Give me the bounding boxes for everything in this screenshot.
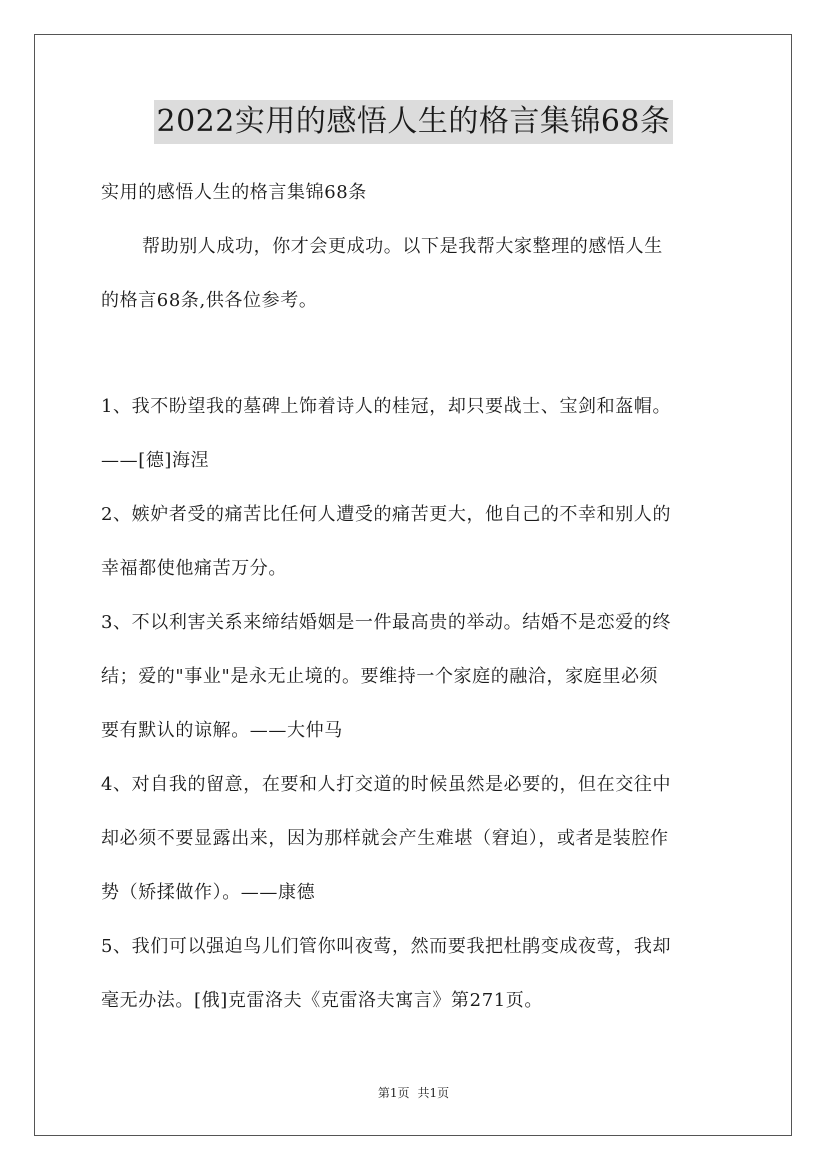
spacer xyxy=(101,332,751,384)
document-subtitle: 实用的感悟人生的格言集锦68条 xyxy=(101,182,367,203)
quote-line: ——[德]海涅 xyxy=(101,450,210,471)
quote-line: 要有默认的谅解。——大仲马 xyxy=(101,720,343,741)
document-body xyxy=(101,170,751,1032)
quote-line: 4、对自我的留意，在要和人打交道的时候虽然是必要的，但在交往中 xyxy=(101,774,672,795)
quote-line: 5、我们可以强迫鸟儿们管你叫夜莺，然而要我把杜鹃变成夜莺，我却 xyxy=(101,936,672,957)
document-title: 2022实用的感悟人生的格言集锦68条 xyxy=(154,100,672,144)
quote-line: 幸福都使他痛苦万分。 xyxy=(101,558,287,579)
quote-line: 势（矫揉做作）。——康德 xyxy=(101,882,316,903)
page-footer xyxy=(0,1084,827,1101)
title-container xyxy=(0,100,827,144)
intro-line: 帮助别人成功，你才会更成功。以下是我帮大家整理的感悟人生 xyxy=(142,236,663,257)
quote-line: 毫无办法。[俄]克雷洛夫《克雷洛夫寓言》第271页。 xyxy=(101,990,543,1011)
quote-line: 结；爱的"事业"是永无止境的。要维持一个家庭的融洽，家庭里必须 xyxy=(101,666,659,687)
intro-line: 的格言68条,供各位参考。 xyxy=(101,290,318,311)
page-total: 共1页 xyxy=(417,1086,450,1100)
quote-line: 1、我不盼望我的墓碑上饰着诗人的桂冠，却只要战士、宝剑和盔帽。 xyxy=(101,396,672,417)
page-number: 第1页 xyxy=(377,1086,410,1100)
quote-line: 却必须不要显露出来，因为那样就会产生难堪（窘迫），或者是装腔作 xyxy=(101,828,669,849)
quote-line: 2、嫉妒者受的痛苦比任何人遭受的痛苦更大，他自己的不幸和别人的 xyxy=(101,504,672,525)
quote-line: 3、不以利害关系来缔结婚姻是一件最高贵的举动。结婚不是恋爱的终 xyxy=(101,612,672,633)
